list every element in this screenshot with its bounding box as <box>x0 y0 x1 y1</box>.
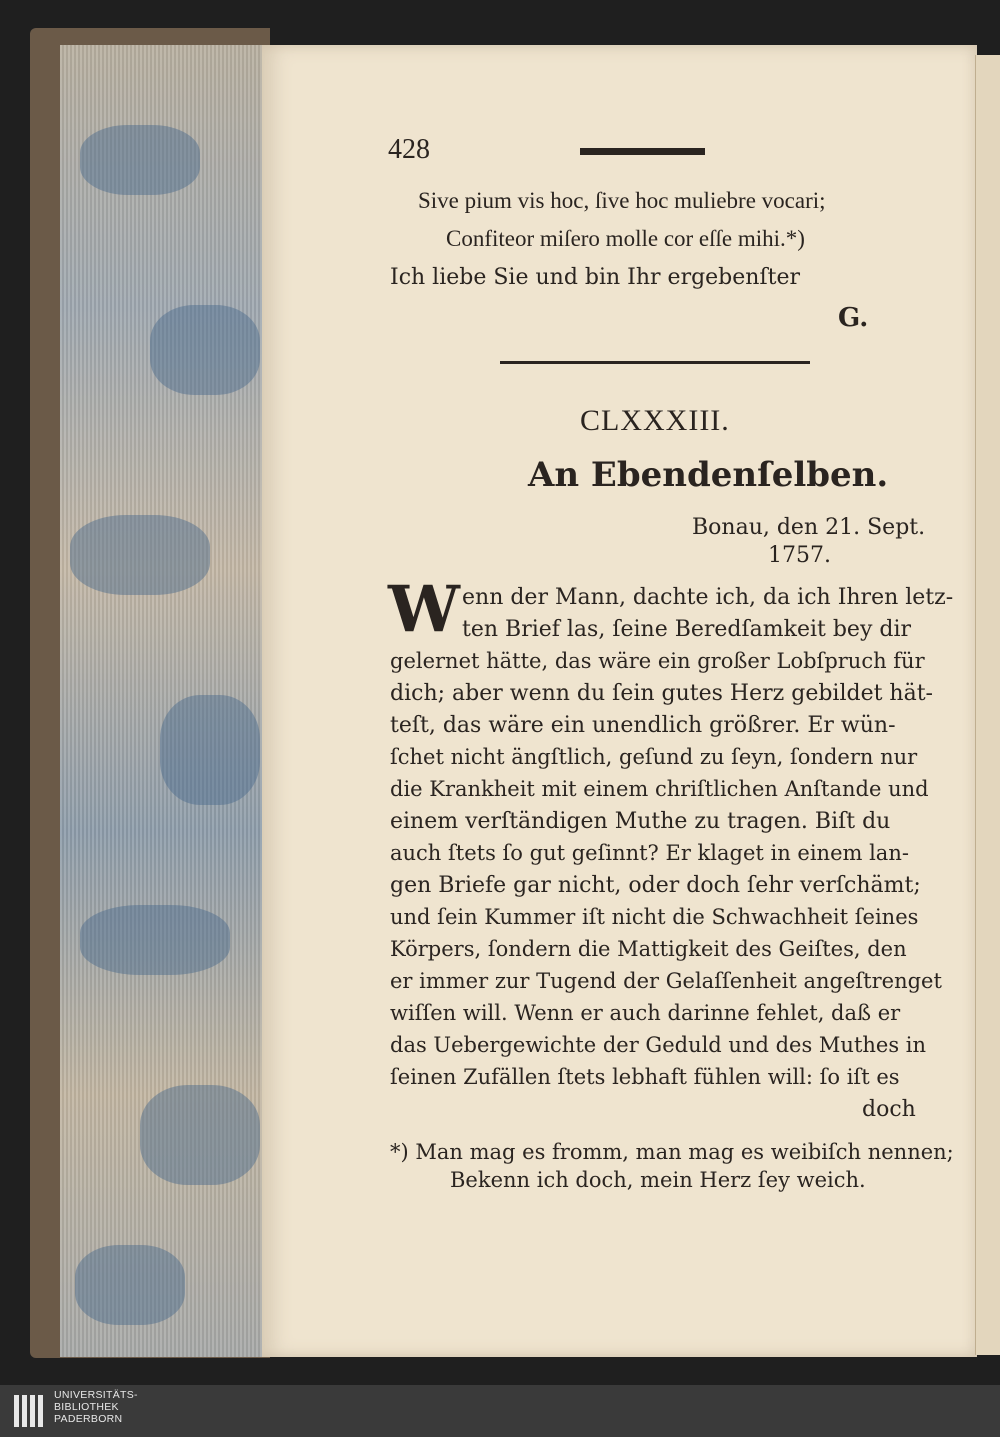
body-line: das Uebergewichte der Geduld und des Muthes in <box>390 1033 927 1057</box>
body-line: gen Briefe gar nicht, oder doch ſehr verſchämt; <box>390 873 921 898</box>
header-rule <box>580 148 705 155</box>
body-line: und ſein Kummer iſt nicht die Schwachheit ſeines <box>390 905 919 929</box>
library-logo-icon <box>12 1393 48 1429</box>
library-footer-bar <box>0 1385 1000 1437</box>
page-block-edge <box>60 45 265 1357</box>
page-number: 428 <box>388 134 430 165</box>
body-line: ſchet nicht ängſtlich, geſund zu ſeyn, ſondern nur <box>390 745 918 769</box>
dateline-year: 1757. <box>768 543 831 568</box>
dateline: Bonau, den 21. Sept. <box>692 515 926 540</box>
body-line: ten Brief las, ſeine Beredſamkeit bey dir <box>462 617 912 642</box>
library-logo-line-3: PADERBORN <box>54 1413 123 1425</box>
body-line: wiſſen will. Wenn er auch darinne fehlet, daß er <box>390 1001 901 1025</box>
latin-verse-line-1: Sive pium vis hoc, ſive hoc muliebre vocari; <box>418 188 826 213</box>
body-line: die Krankheit mit einem chriſtlichen Anſtande und <box>390 777 929 801</box>
facing-page-edge <box>975 55 1000 1355</box>
catchword: doch <box>862 1097 916 1122</box>
body-line: er immer zur Tugend der Gelaſſenheit angeſtrenget <box>390 969 942 993</box>
signature: G. <box>838 303 869 333</box>
body-line: dich; aber wenn du ſein gutes Herz gebildet hät- <box>390 681 933 706</box>
library-logo-line-2: BIBLIOTHEK <box>54 1401 119 1413</box>
library-logo-text <box>54 1389 138 1425</box>
footnote-line-1: *) Man mag es fromm, man mag es weibiſch nennen; <box>390 1140 954 1164</box>
library-logo-line-1: UNIVERSITÄTS- <box>54 1389 138 1401</box>
footnote-line-2: Bekenn ich doch, mein Herz ſey weich. <box>450 1168 866 1192</box>
closing-line: Ich liebe Sie und bin Ihr ergebenſter <box>390 265 800 290</box>
body-line: enn der Mann, dachte ich, da ich Ihren letz- <box>462 585 954 610</box>
body-line: ſeinen Zufällen ſtets lebhaft fühlen will: ſo iſt es <box>390 1065 900 1089</box>
body-line: gelernet hätte, das wäre ein großer Lobſpruch für <box>390 649 925 673</box>
body-line: teſt, das wäre ein unendlich größrer. Er wün- <box>390 713 896 738</box>
body-line: Körpers, ſondern die Mattigkeit des Geiſtes, den <box>390 937 907 961</box>
latin-verse-line-2: Confiteor miſero molle cor eſſe mihi.*) <box>446 226 805 251</box>
section-rule <box>500 361 810 364</box>
body-line: einem verſtändigen Muthe zu tragen. Biſt du <box>390 809 891 834</box>
body-line: auch ſtets ſo gut geſinnt? Er klaget in einem lan- <box>390 841 909 865</box>
letter-heading: An Ebendenſelben. <box>528 455 889 495</box>
letter-number: CLXXXIII. <box>580 404 730 437</box>
drop-initial: W <box>388 572 460 647</box>
